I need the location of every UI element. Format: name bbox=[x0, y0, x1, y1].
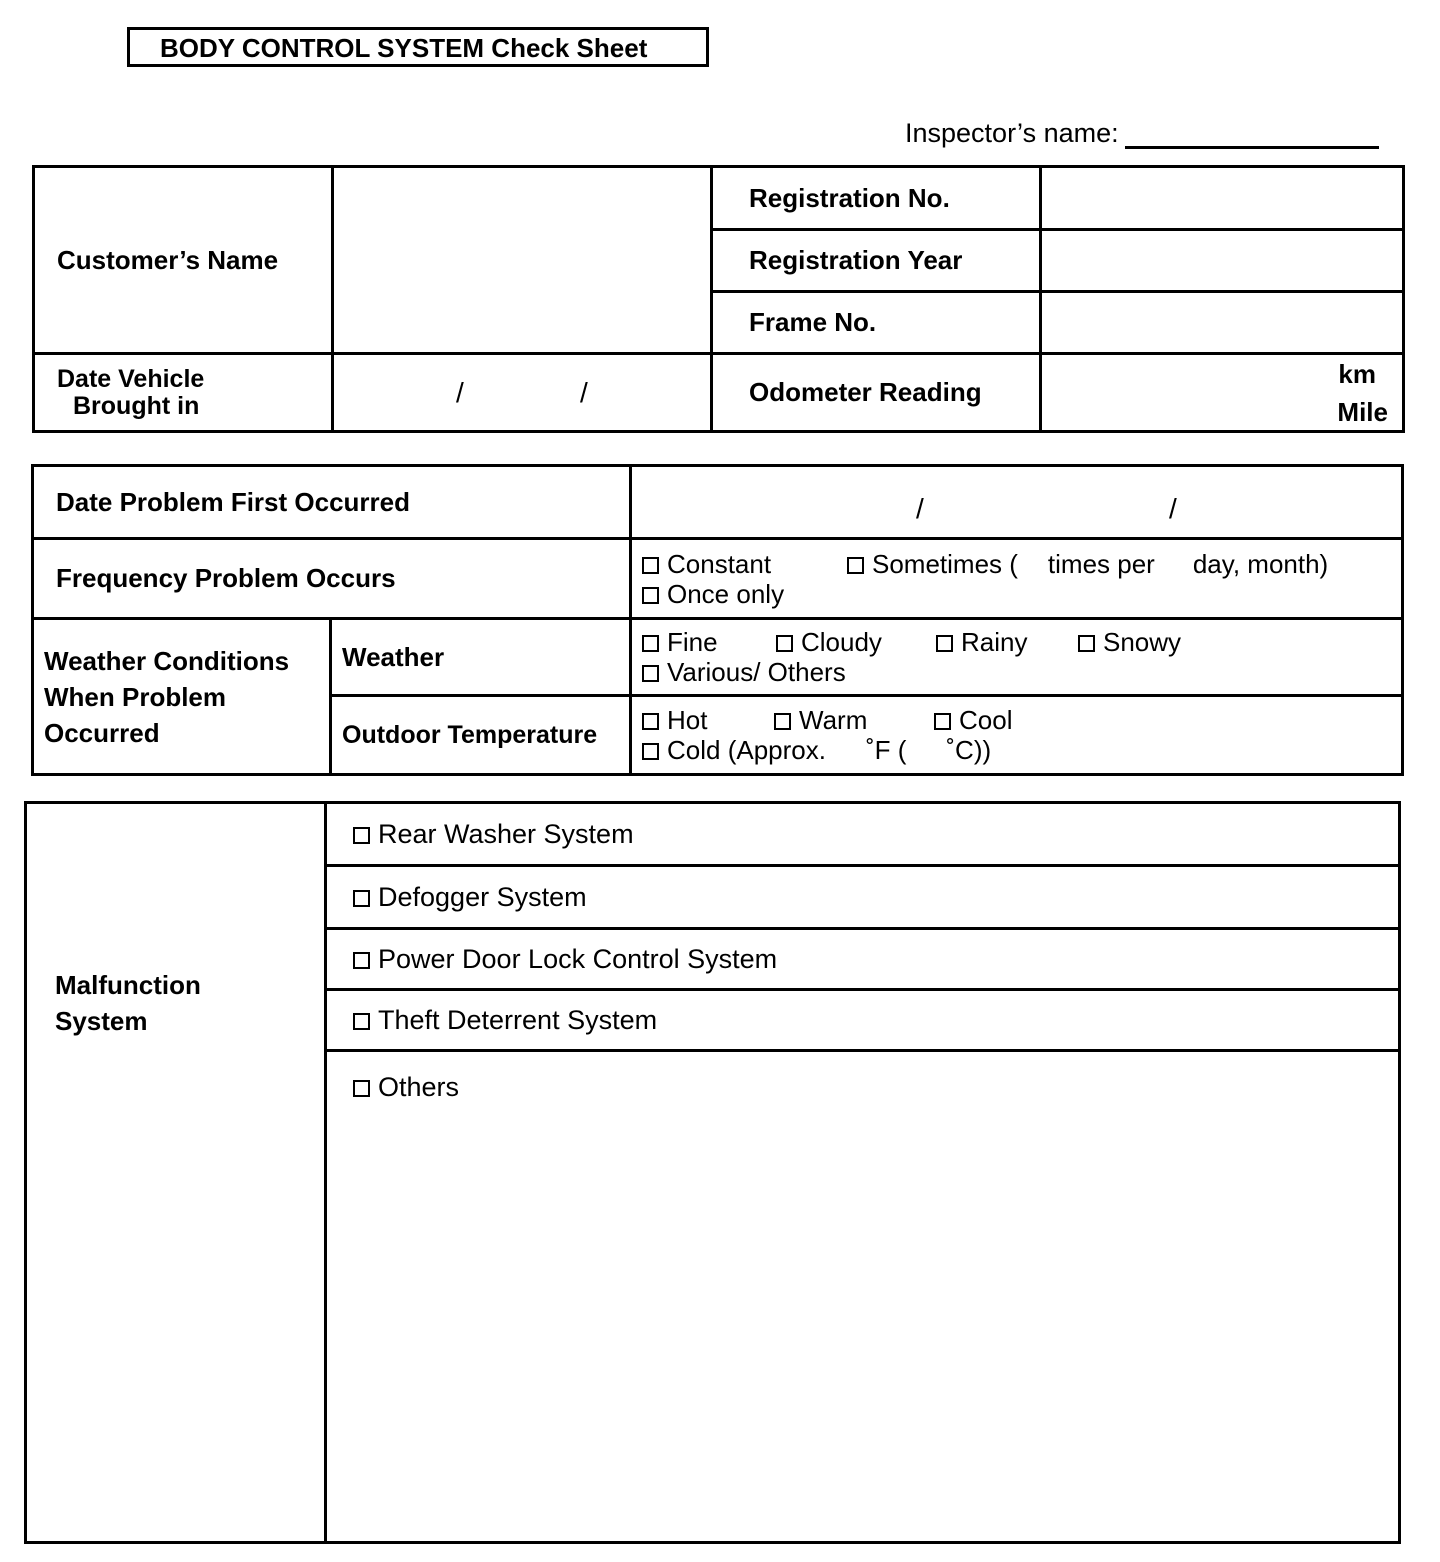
odometer-field[interactable] bbox=[1041, 354, 1404, 432]
customer-name-field[interactable] bbox=[333, 167, 712, 354]
system-option-defogger[interactable] bbox=[326, 866, 1400, 929]
checkbox[interactable] bbox=[642, 557, 659, 574]
checkbox[interactable] bbox=[353, 952, 370, 969]
checkbox[interactable] bbox=[936, 635, 953, 652]
date-brought-in-label-line2: Brought in bbox=[73, 391, 200, 420]
weather-conditions-label bbox=[33, 619, 331, 775]
checkbox[interactable] bbox=[774, 713, 791, 730]
checkbox[interactable] bbox=[642, 743, 659, 760]
checkbox[interactable] bbox=[642, 665, 659, 682]
registration-no-field[interactable] bbox=[1041, 167, 1404, 230]
weather-label: Weather bbox=[331, 619, 631, 696]
option-label: Defogger System bbox=[378, 881, 587, 912]
option-label: Fine bbox=[667, 627, 718, 657]
option-label: Power Door Lock Control System bbox=[378, 943, 778, 974]
weather-conditions-label-line2: When Problem bbox=[44, 681, 227, 712]
option-label: Hot bbox=[667, 705, 708, 735]
sheet-title: BODY CONTROL SYSTEM Check Sheet bbox=[127, 27, 709, 67]
registration-year-label: Registration Year bbox=[712, 230, 1041, 292]
date-separator: / bbox=[456, 376, 464, 408]
option-label: Various/ Others bbox=[667, 657, 846, 687]
inspector-name-field[interactable] bbox=[1125, 120, 1379, 149]
frequency-label: Frequency Problem Occurs bbox=[33, 539, 631, 619]
odometer-label: Odometer Reading bbox=[712, 354, 1041, 432]
option-label: Cool bbox=[959, 705, 1013, 735]
weather-options bbox=[631, 619, 1403, 696]
odometer-unit-km: km bbox=[1338, 359, 1376, 389]
malfunction-system-label-line1: Malfunction bbox=[55, 969, 201, 1000]
temperature-cool-option[interactable] bbox=[934, 705, 1012, 735]
checkbox[interactable] bbox=[353, 827, 370, 844]
system-option-rear-washer[interactable] bbox=[326, 803, 1400, 866]
temperature-cold-option[interactable] bbox=[642, 735, 991, 765]
temperature-hot-option[interactable] bbox=[642, 705, 774, 735]
odometer-unit-mile: Mile bbox=[1337, 397, 1388, 427]
problem-conditions-table bbox=[31, 464, 1404, 776]
vehicle-info-table bbox=[32, 165, 1405, 433]
date-separator: / bbox=[916, 493, 924, 524]
frequency-once-only-option[interactable] bbox=[642, 579, 784, 609]
weather-conditions-label-line3: Occurred bbox=[44, 717, 160, 748]
option-label: ˚C)) bbox=[946, 735, 992, 765]
frequency-sometimes-option[interactable] bbox=[847, 549, 1328, 579]
date-brought-in-field[interactable] bbox=[333, 354, 712, 432]
date-first-occurred-field[interactable] bbox=[631, 466, 1403, 539]
option-label: Constant bbox=[667, 548, 772, 579]
frame-no-label: Frame No. bbox=[712, 292, 1041, 354]
temperature-warm-option[interactable] bbox=[774, 705, 934, 735]
checkbox[interactable] bbox=[353, 1013, 370, 1030]
frequency-constant-option[interactable] bbox=[642, 549, 847, 579]
weather-cloudy-option[interactable] bbox=[776, 627, 936, 657]
inspector-name-row bbox=[905, 118, 1379, 149]
weather-rainy-option[interactable] bbox=[936, 627, 1078, 657]
frequency-options bbox=[631, 539, 1403, 619]
checkbox[interactable] bbox=[1078, 635, 1095, 652]
date-brought-in-label bbox=[34, 354, 333, 432]
option-label: Cold (Approx. bbox=[667, 735, 826, 765]
option-label: Once only bbox=[667, 578, 785, 609]
option-label: Others bbox=[378, 1072, 460, 1102]
weather-various-option[interactable] bbox=[642, 657, 846, 687]
date-separator: / bbox=[1169, 493, 1177, 524]
date-first-occurred-label: Date Problem First Occurred bbox=[33, 466, 631, 539]
option-label: Theft Deterrent System bbox=[378, 1004, 658, 1035]
checkbox[interactable] bbox=[934, 713, 951, 730]
registration-year-field[interactable] bbox=[1041, 230, 1404, 292]
option-label: Sometimes ( bbox=[872, 548, 1018, 579]
option-label: times per bbox=[1047, 548, 1155, 579]
weather-fine-option[interactable] bbox=[642, 627, 776, 657]
registration-no-label: Registration No. bbox=[712, 167, 1041, 230]
malfunction-system-table bbox=[24, 801, 1401, 1544]
checkbox[interactable] bbox=[642, 587, 659, 604]
checkbox[interactable] bbox=[776, 635, 793, 652]
option-label: Cloudy bbox=[801, 627, 882, 657]
checkbox[interactable] bbox=[353, 1080, 370, 1097]
date-separator: / bbox=[580, 376, 588, 408]
system-option-theft-deterrent[interactable] bbox=[326, 990, 1400, 1051]
option-label: Snowy bbox=[1103, 627, 1182, 657]
option-label: Rainy bbox=[961, 627, 1028, 657]
system-option-others[interactable] bbox=[326, 1051, 1400, 1543]
customer-name-label: Customer’s Name bbox=[34, 167, 333, 354]
date-brought-in-label-line1: Date Vehicle bbox=[57, 364, 205, 393]
option-label: ˚F ( bbox=[865, 735, 907, 765]
weather-conditions-label-line1: Weather Conditions bbox=[44, 645, 290, 676]
checkbox[interactable] bbox=[642, 635, 659, 652]
malfunction-system-label-line2: System bbox=[55, 1005, 148, 1036]
inspector-name-label: Inspector’s name: bbox=[905, 118, 1119, 148]
option-label: day, month) bbox=[1192, 548, 1329, 579]
weather-snowy-option[interactable] bbox=[1078, 627, 1181, 657]
checkbox[interactable] bbox=[642, 713, 659, 730]
option-label: Warm bbox=[799, 705, 868, 735]
malfunction-system-label bbox=[26, 803, 326, 1543]
checkbox[interactable] bbox=[847, 557, 864, 574]
outdoor-temperature-label: Outdoor Temperature bbox=[331, 696, 631, 775]
system-option-power-door-lock[interactable] bbox=[326, 929, 1400, 990]
option-label: Rear Washer System bbox=[378, 818, 634, 849]
temperature-options bbox=[631, 696, 1403, 775]
checkbox[interactable] bbox=[353, 890, 370, 907]
frame-no-field[interactable] bbox=[1041, 292, 1404, 354]
